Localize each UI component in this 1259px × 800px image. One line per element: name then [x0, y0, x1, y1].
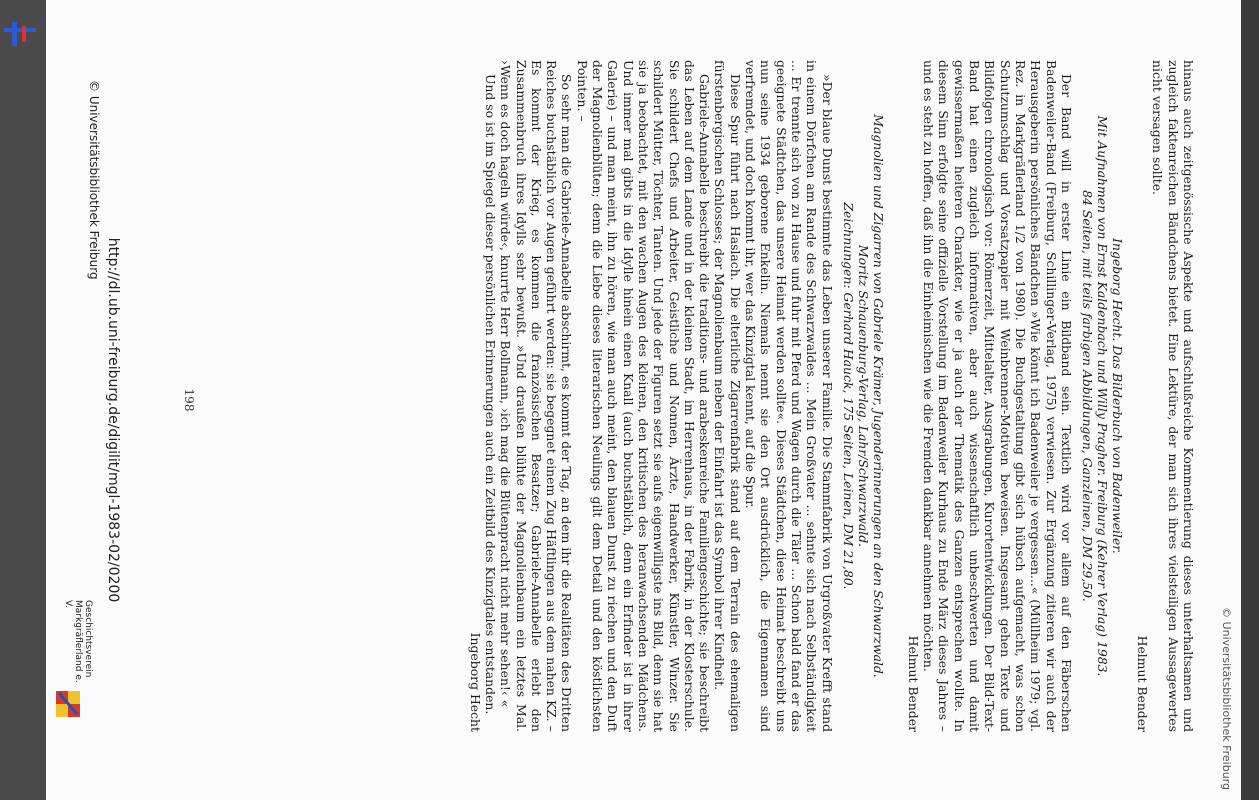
- text-column: [467, 60, 1196, 732]
- organization-name: Geschichtsverein Markgräflerland e. V.: [63, 600, 93, 683]
- review2-heading-line2: Moritz Schauenburg-Verlag, Lahr/Schwarzwald.: [855, 244, 871, 548]
- review1-body: Der Band will in erster Linie ein Bildband sein. Textlich wird vor allem auf den Fäberschen Badenweiler-Band (Freiburg, Schillinger-Verlag, 1975) verwiesen. Zur Ergänzung zitieren wir auch der Herausgeberin persönliches Bändchen »Wie könnt ich Badenweiler je vergessen...« (Müllheim 1979; vgl. Rez. in Markgräflerland 1/2 von 1980). Die Buchgestaltung gibt sich hübsch aufgemacht, was schon Schutzumschlag und Vorsatzpapier mit Weinbrenner-Motiven beweisen. Insgesamt gehen Texte und Bildfolgen chronologisch vor: Römerzeit, Mittelalter, Ausgrabungen, Kurortentwicklungen. Der Bild-Text-Band hat einen zugleich informativen, aber auch wissenschaftlich unbeschwerten und damit gewissermaßen heiteren Charakter, wie er ja auch der Thematik des Ganzen entsprechen wollte. In diesem Sinn erfolgte seine offizielle Vorstellung im Badenweiler Kurhaus zu Ende März dieses Jahres – und es steht zu hoffen, daß ihn die Einheimischen wie die Fremden dankbar annehmen möchten.: [921, 60, 1074, 732]
- review1-heading: [1080, 60, 1125, 732]
- rotated-page-content: [46, 0, 1241, 800]
- review1-heading-line1: Ingeborg Hecht. Das Bilderbuch von Badenweiler.: [1109, 238, 1125, 554]
- copyright-text: © Universitätsbibliothek Freiburg: [87, 80, 101, 280]
- viewer-right-strip[interactable]: [1241, 0, 1259, 800]
- review2-para3: Gabriele-Annabelle beschreibt die traditions- und arabeskenreiche Familiengeschichte; sie beschreibt das Leben auf dem Lande und in der kleinen Stadt, im Herrenhaus, in der Fabrik, in der Klosterschule. Sie schildert Chefs und Arbeiter, Geistliche und Nonnen, Ärzte, Handwerker, Künstler, Winzer. Sie schildert Mütter, Töchter, Tanten. Und jede der Figuren setzt sie aufs eigenwilligste ins Bild, denn sie hat sie ja beobachtet, mit den wachen Augen des kleinen, den kritischen des heranwachsenden Mädchens. Und immer mal gibts in die Idylle hinein einen Knall (auch buchstäblich, denn ein Erfinder ist in ihrer Galerie) – und man meint, ihn zu hören, wie man auch meint, den blauen Dunst zu riechen und den Duft der Magnolienblüten; denn die Liebe dieses literarischen Neulings gilt dem Detail und den köstlichsten Pointen. –: [574, 60, 713, 732]
- viewer-logo-icon[interactable]: [0, 22, 40, 52]
- review2-heading: [841, 60, 886, 732]
- top-cut-text: © Universitätsbibliothek Freiburg: [1220, 607, 1233, 790]
- review1-heading-line3: 84 Seiten, mit teils farbigen Abbildungen, Ganzleinen, DM 29,50.: [1079, 190, 1095, 602]
- review2-heading-line3: Zeichnungen: Gerhard Hauck, 175 Seiten, Leinen, DM 21,80.: [840, 202, 856, 590]
- review1-heading-line2: Mit Aufnahmen von Ernst Kaldenbach und Willy Pragher. Freiburg (Kehrer Verlag) 1983.: [1094, 115, 1110, 677]
- review2-para5: Und so ist im Spiegel dieser persönlichen Erinnerungen auch ein Zeitbild des Kinzigtales entstanden.: [483, 74, 499, 715]
- review2-signature: Ingeborg Hecht: [467, 632, 483, 732]
- review2-para1: »Der blaue Dunst bestimmte das Leben unserer Familie. Die Stammfabrik von Urgroßvater Krefft stand in einem Dörfchen am Rande des Schwarzwaldes ... Mein Großvater ... sehnte sich nach Selbständigkeit ... Er trennte sich von zu Hause und fuhr mit Pferd und Wagen durch die Täler ... Schon bald fand er das geeignete Städtchen, das unsere Heimat werden sollte«. Dieses Städtchen, diese Heimat beschreibt uns nun seine 1934 geborene Enkelin. Niemals nennt sie den Ort ausdrücklich, die Eigennamen sind verfremdet, und doch kommt ihr, wer das Kinzigtal kennt, auf die Spur.: [743, 60, 835, 732]
- intro-paragraph: hinaus auch zeitgenössische Aspekte und aufschlußreiche Kommentierung dieses unterhaltsamen und zugleich faktenreichen Bändchens bietet. Eine Lektüre, der man sich ihres vielsteiligen Aussagewertes nicht versagen sollte.: [1150, 60, 1196, 732]
- review1-signature: Helmut Bender: [905, 635, 921, 732]
- review2-para2: Diese Spur führt nach Haslach. Die elterliche Zigarrenfabrik stand auf dem Terrain des ehemaligen fürstenbergischen Schlosses; der Magnolienbaum neben der Einfahrt ist das Symbol ihrer Kindheit.: [712, 60, 743, 732]
- document-page: [46, 0, 1241, 800]
- intro-signature: Helmut Bender: [1135, 635, 1151, 732]
- crest-icon: [55, 690, 81, 718]
- page-number: 198: [182, 388, 196, 412]
- review2-heading-line1: Magnolien und Zigarren von Gabriele Krämer, Jugenderinnerungen an den Schwarzwald.: [870, 114, 886, 678]
- document-url-link[interactable]: http://dl.ub.uni-freiburg.de/digilit/mgl-1983-02/0200: [105, 237, 121, 603]
- viewer-left-strip: [0, 0, 46, 800]
- review2-para4: So sehr man die Gabriele-Annabelle abschirmt, es kommt der Tag, an dem ihr die Realitäten des Dritten Reiches buchstäblich vor Augen geführt werden: sie begegnet einem Zug Häftlingen aus dem nahen KZ. – Es kommt der Krieg, es kommen die französischen Besatzer; Gabriele-Annabelle erlebt den Zusammenbruch ihres Idylls sehr bewußt. »Und draußen blühte der Magnolienbaum ein letztes Mal. ›Wenn es doch hageln würde‹, knurrte Herr Bollmann, ›ich mag die Blütenpracht nicht mehr sehen!‹ «: [498, 60, 575, 732]
